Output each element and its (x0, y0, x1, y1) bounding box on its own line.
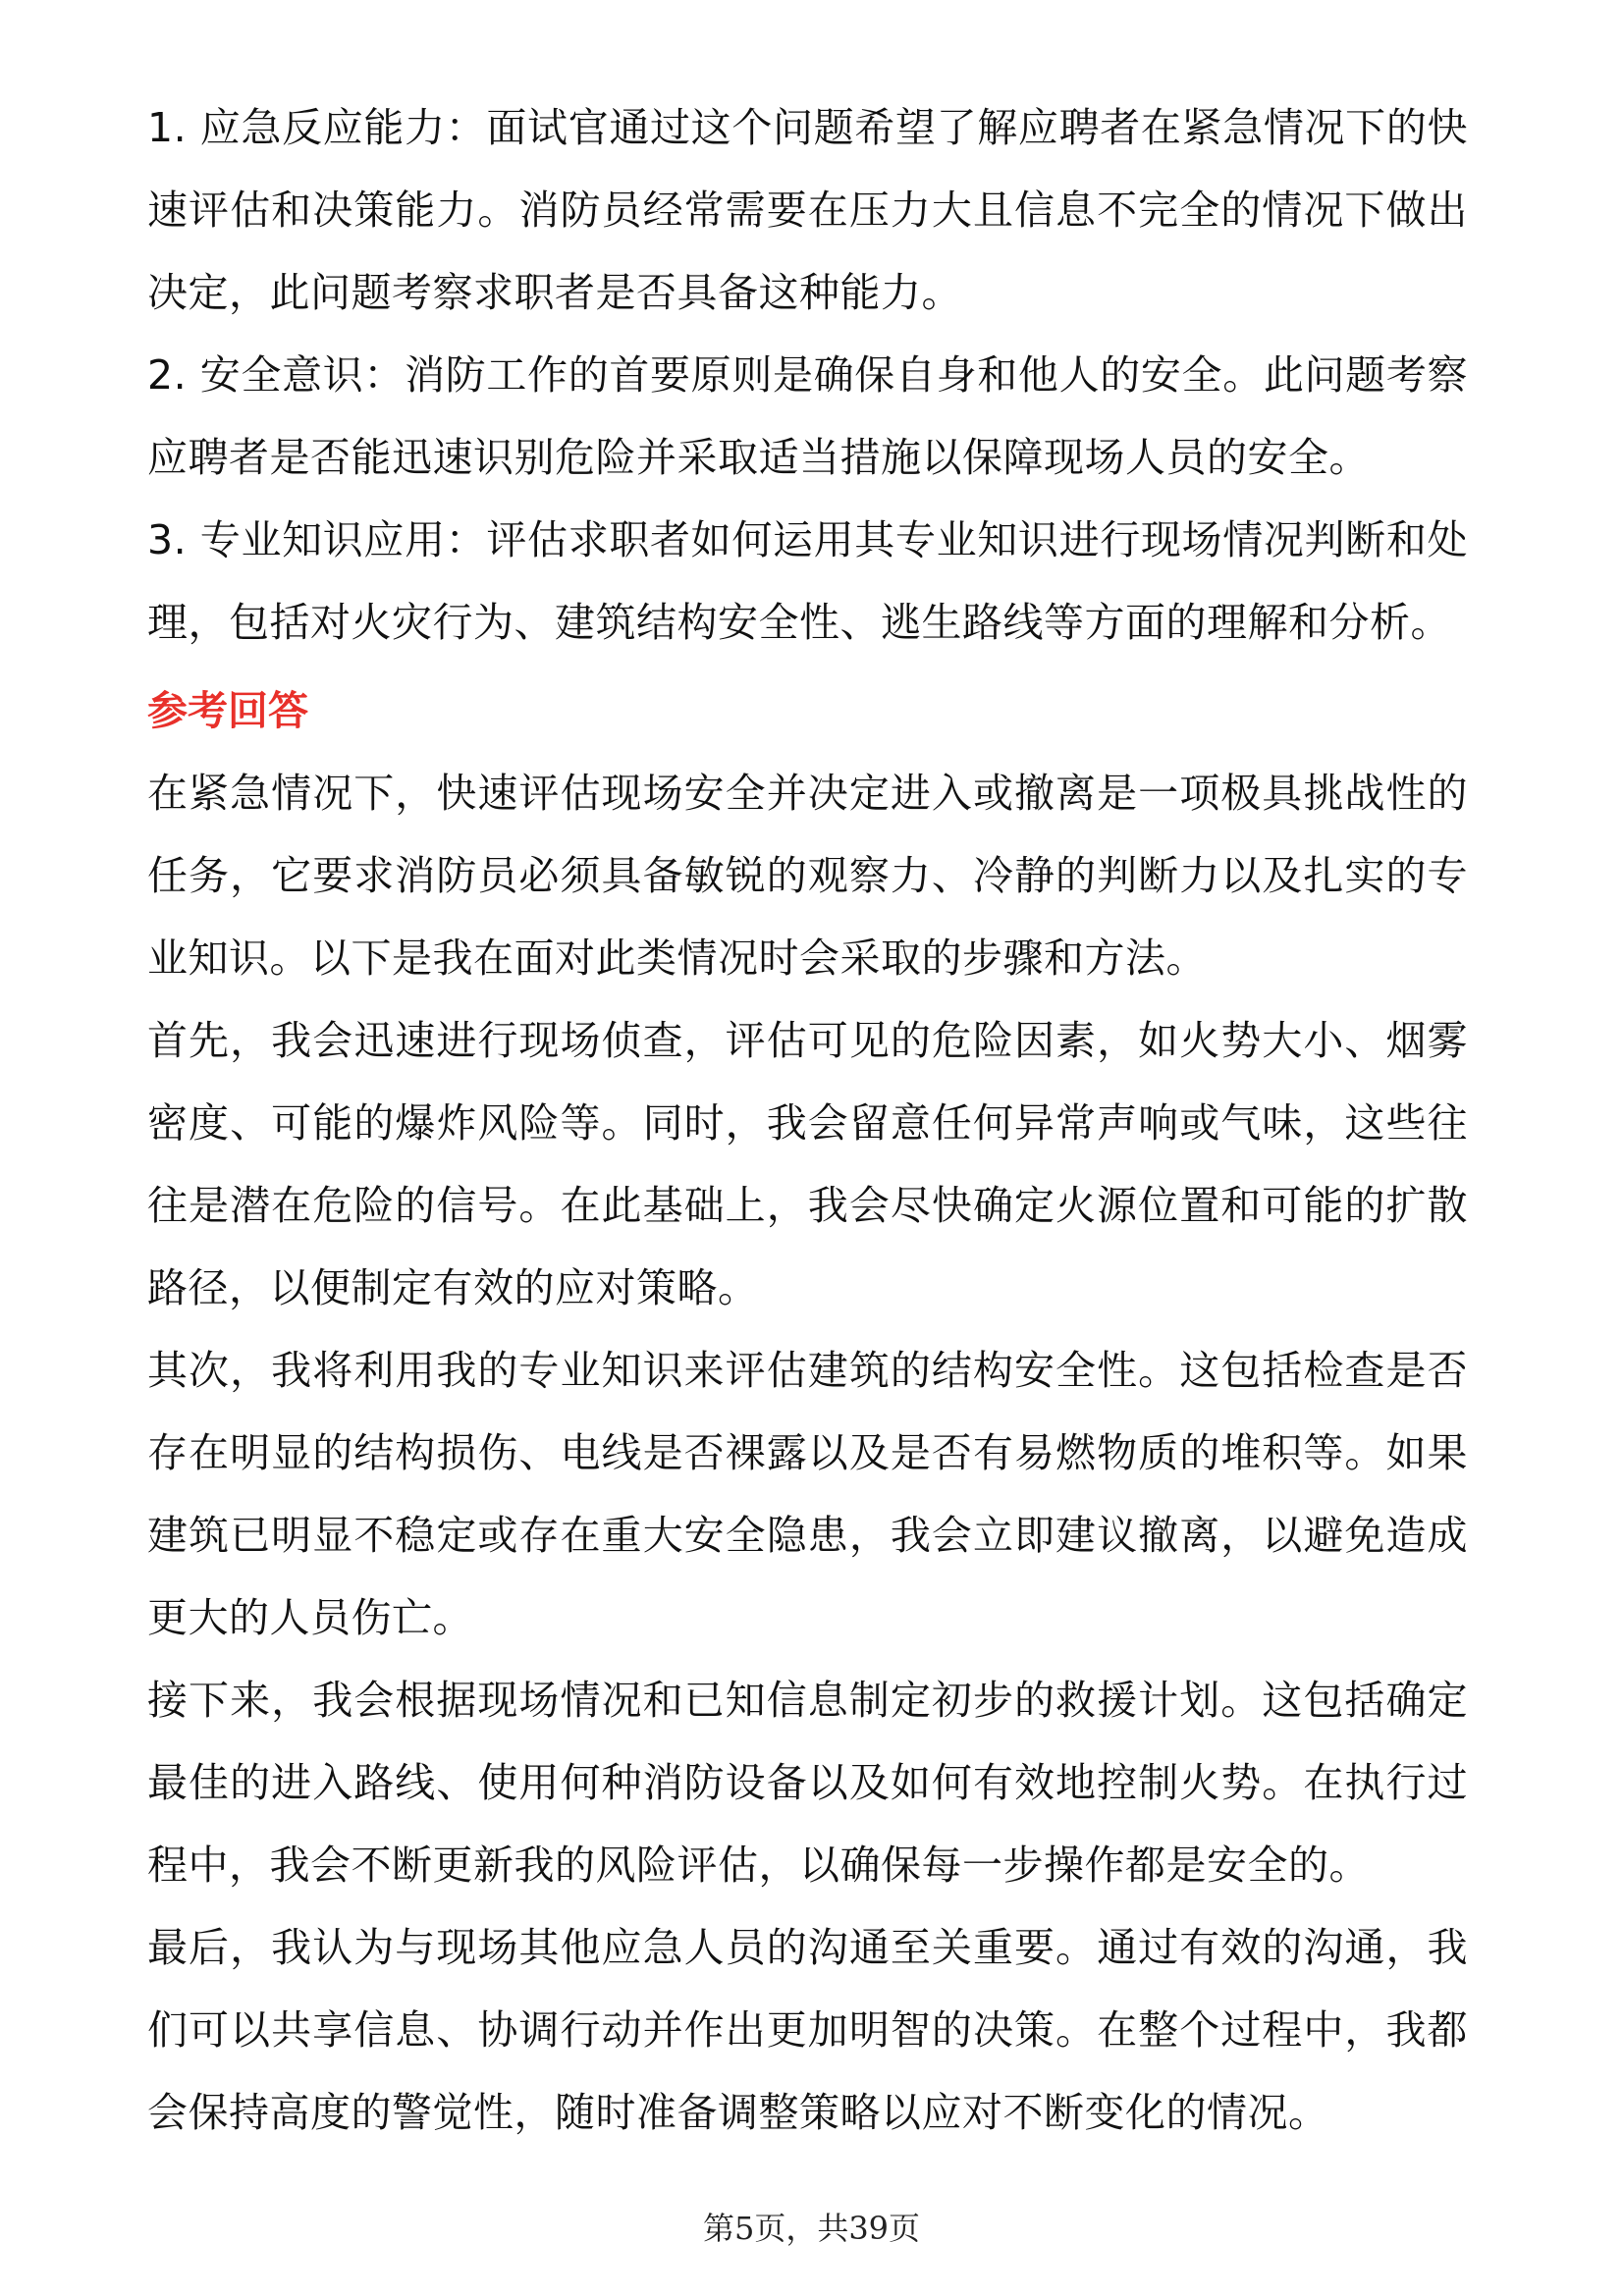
point-1: 1. 应急反应能力：面试官通过这个问题希望了解应聘者在紧急情况下的快速评估和决策能力。消防员经常需要在压力大且信息不完全的情况下做出决定，此问题考察求职者是否具备这种能力。 (147, 104, 1468, 316)
answer-paragraph-4: 接下来，我会根据现场情况和已知信息制定初步的救援计划。这包括确定最佳的进入路线、使用何种消防设备以及如何有效地控制火势。在执行过程中，我会不断更新我的风险评估，以确保每一步操作都是安全的。 (147, 1677, 1468, 1889)
point-2: 2. 安全意识：消防工作的首要原则是确保自身和他人的安全。此问题考察应聘者是否能迅速识别危险并采取适当措施以保障现场人员的安全。 (147, 351, 1468, 481)
answer-paragraph-2: 首先，我会迅速进行现场侦查，评估可见的危险因素，如火势大小、烟雾密度、可能的爆炸风险等。同时，我会留意任何异常声响或气味，这些往往是潜在危险的信号。在此基础上，我会尽快确定火源位置和可能的扩散路径，以便制定有效的应对策略。 (147, 1017, 1468, 1311)
section-heading: 参考回答 (147, 687, 308, 734)
document-body (147, 86, 1468, 2154)
answer-paragraph-3: 其次，我将利用我的专业知识来评估建筑的结构安全性。这包括检查是否存在明显的结构损伤、电线是否裸露以及是否有易燃物质的堆积等。如果建筑已明显不稳定或存在重大安全隐患，我会立即建议撤离，以避免造成更大的人员伤亡。 (147, 1347, 1468, 1641)
answer-paragraph-5: 最后，我认为与现场其他应急人员的沟通至关重要。通过有效的沟通，我们可以共享信息、协调行动并作出更加明智的决策。在整个过程中，我都会保持高度的警觉性，随时准备调整策略以应对不断变化的情况。 (147, 1924, 1468, 2136)
page-number-footer: 第5页，共39页 (702, 2210, 921, 2247)
point-3: 3. 专业知识应用：评估求职者如何运用其专业知识进行现场情况判断和处理，包括对火灾行为、建筑结构安全性、逃生路线等方面的理解和分析。 (147, 516, 1468, 646)
answer-paragraph-1: 在紧急情况下，快速评估现场安全并决定进入或撤离是一项极具挑战性的任务，它要求消防员必须具备敏锐的观察力、冷静的判断力以及扎实的专业知识。以下是我在面对此类情况时会采取的步骤和方法。 (147, 770, 1468, 982)
